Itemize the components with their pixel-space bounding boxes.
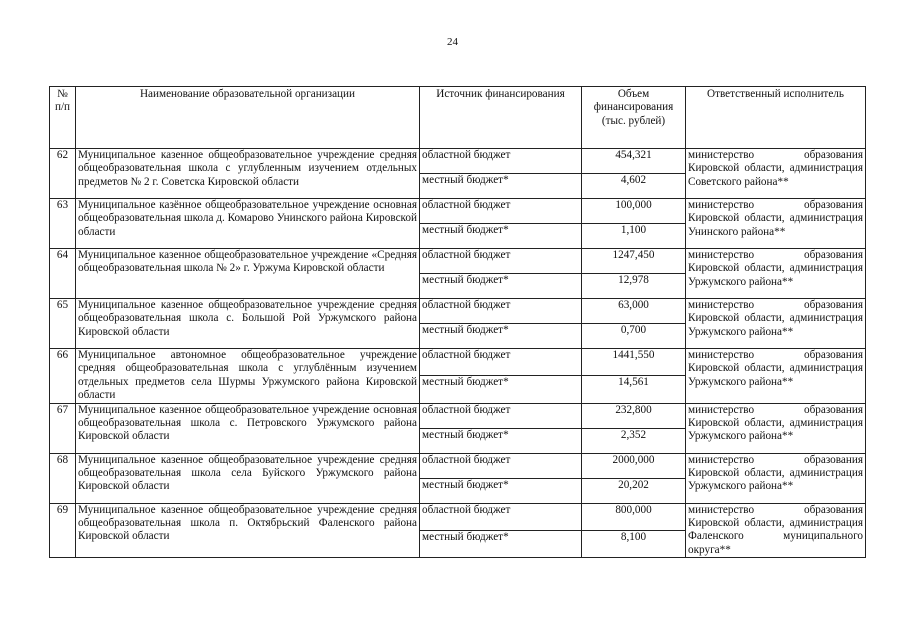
- organization-name: Муниципальное казенное общеобразовательное учреждение средняя общеобразовательная школа села Буйского Уржумского района Кировской области: [76, 453, 420, 503]
- table-header-row: [50, 87, 866, 149]
- row-number: 64: [50, 249, 76, 299]
- amount-regional: 232,800: [582, 403, 686, 428]
- funding-table: [49, 86, 866, 558]
- amount-local: 2,352: [582, 428, 686, 453]
- row-number: 63: [50, 199, 76, 249]
- amount-regional: 1441,550: [582, 349, 686, 376]
- amount-local: 20,202: [582, 478, 686, 503]
- organization-name: Муниципальное казенное общеобразовательное учреждение средняя общеобразовательная школа с. Большой Рой Уржумского района Кировской области: [76, 299, 420, 349]
- source-local: местный бюджет*: [420, 274, 582, 299]
- table-row: [50, 403, 866, 428]
- row-number: 65: [50, 299, 76, 349]
- source-regional: областной бюджет: [420, 199, 582, 224]
- table-row: [50, 249, 866, 274]
- amount-local: 8,100: [582, 530, 686, 557]
- amount-regional: 63,000: [582, 299, 686, 324]
- responsible-executor: министерство образования Кировской области, администрация Советского района**: [686, 149, 866, 199]
- amount-local: 12,978: [582, 274, 686, 299]
- header-source: Источник финансирования: [420, 87, 582, 149]
- row-number: 66: [50, 349, 76, 404]
- amount-regional: 454,321: [582, 149, 686, 174]
- source-regional: областной бюджет: [420, 149, 582, 174]
- source-regional: областной бюджет: [420, 503, 582, 530]
- organization-name: Муниципальное казенное общеобразовательное учреждение «Средняя общеобразовательная школа № 2» г. Уржума Кировской области: [76, 249, 420, 299]
- organization-name: Муниципальное казённое общеобразовательное учреждение основная общеобразовательная школа д. Комарово Унинского района Кировской области: [76, 199, 420, 249]
- amount-regional: 100,000: [582, 199, 686, 224]
- source-local: местный бюджет*: [420, 224, 582, 249]
- source-regional: областной бюджет: [420, 403, 582, 428]
- row-number: 68: [50, 453, 76, 503]
- header-num: № п/п: [50, 87, 76, 149]
- page-number: 24: [447, 36, 458, 48]
- row-number: 69: [50, 503, 76, 558]
- header-responsible: Ответственный исполнитель: [686, 87, 866, 149]
- table-row: [50, 199, 866, 224]
- organization-name: Муниципальное казенное общеобразовательное учреждение основная общеобразовательная школа с. Петровского Уржумского района Кировской области: [76, 403, 420, 453]
- source-regional: областной бюджет: [420, 299, 582, 324]
- amount-regional: 800,000: [582, 503, 686, 530]
- responsible-executor: министерство образования Кировской области, администрация Уржумского района**: [686, 299, 866, 349]
- table-row: [50, 453, 866, 478]
- source-local: местный бюджет*: [420, 174, 582, 199]
- responsible-executor: министерство образования Кировской области, администрация Унинского района**: [686, 199, 866, 249]
- responsible-executor: министерство образования Кировской области, администрация Уржумского района**: [686, 403, 866, 453]
- source-regional: областной бюджет: [420, 453, 582, 478]
- row-number: 67: [50, 403, 76, 453]
- amount-local: 4,602: [582, 174, 686, 199]
- source-local: местный бюджет*: [420, 324, 582, 349]
- organization-name: Муниципальное казенное общеобразовательное учреждение средняя общеобразовательная школа с углубленным изучением отдельных предметов № 2 г. Советска Кировской области: [76, 149, 420, 199]
- source-local: местный бюджет*: [420, 478, 582, 503]
- amount-local: 1,100: [582, 224, 686, 249]
- row-number: 62: [50, 149, 76, 199]
- source-local: местный бюджет*: [420, 376, 582, 403]
- responsible-executor: министерство образования Кировской области, администрация Фаленского муниципального округа**: [686, 503, 866, 558]
- amount-regional: 1247,450: [582, 249, 686, 274]
- table-row: [50, 149, 866, 174]
- source-regional: областной бюджет: [420, 349, 582, 376]
- header-name: Наименование образовательной организации: [76, 87, 420, 149]
- amount-local: 14,561: [582, 376, 686, 403]
- organization-name: Муниципальное казенное общеобразовательное учреждение средняя общеобразовательная школа п. Октябрьский Фаленского района Кировской области: [76, 503, 420, 558]
- table-row: [50, 299, 866, 324]
- source-local: местный бюджет*: [420, 530, 582, 557]
- amount-local: 0,700: [582, 324, 686, 349]
- amount-regional: 2000,000: [582, 453, 686, 478]
- header-amount: Объем финансирования (тыс. рублей): [582, 87, 686, 149]
- responsible-executor: министерство образования Кировской области, администрация Уржумского района**: [686, 453, 866, 503]
- source-regional: областной бюджет: [420, 249, 582, 274]
- table-row: [50, 349, 866, 376]
- responsible-executor: министерство образования Кировской области, администрация Уржумского района**: [686, 249, 866, 299]
- table-row: [50, 503, 866, 530]
- source-local: местный бюджет*: [420, 428, 582, 453]
- responsible-executor: министерство образования Кировской области, администрация Уржумского района**: [686, 349, 866, 404]
- organization-name: Муниципальное автономное общеобразовательное учреждение средняя общеобразовательная школа с углублённым изучением отдельных предметов села Шурмы Уржумского района Кировской области: [76, 349, 420, 404]
